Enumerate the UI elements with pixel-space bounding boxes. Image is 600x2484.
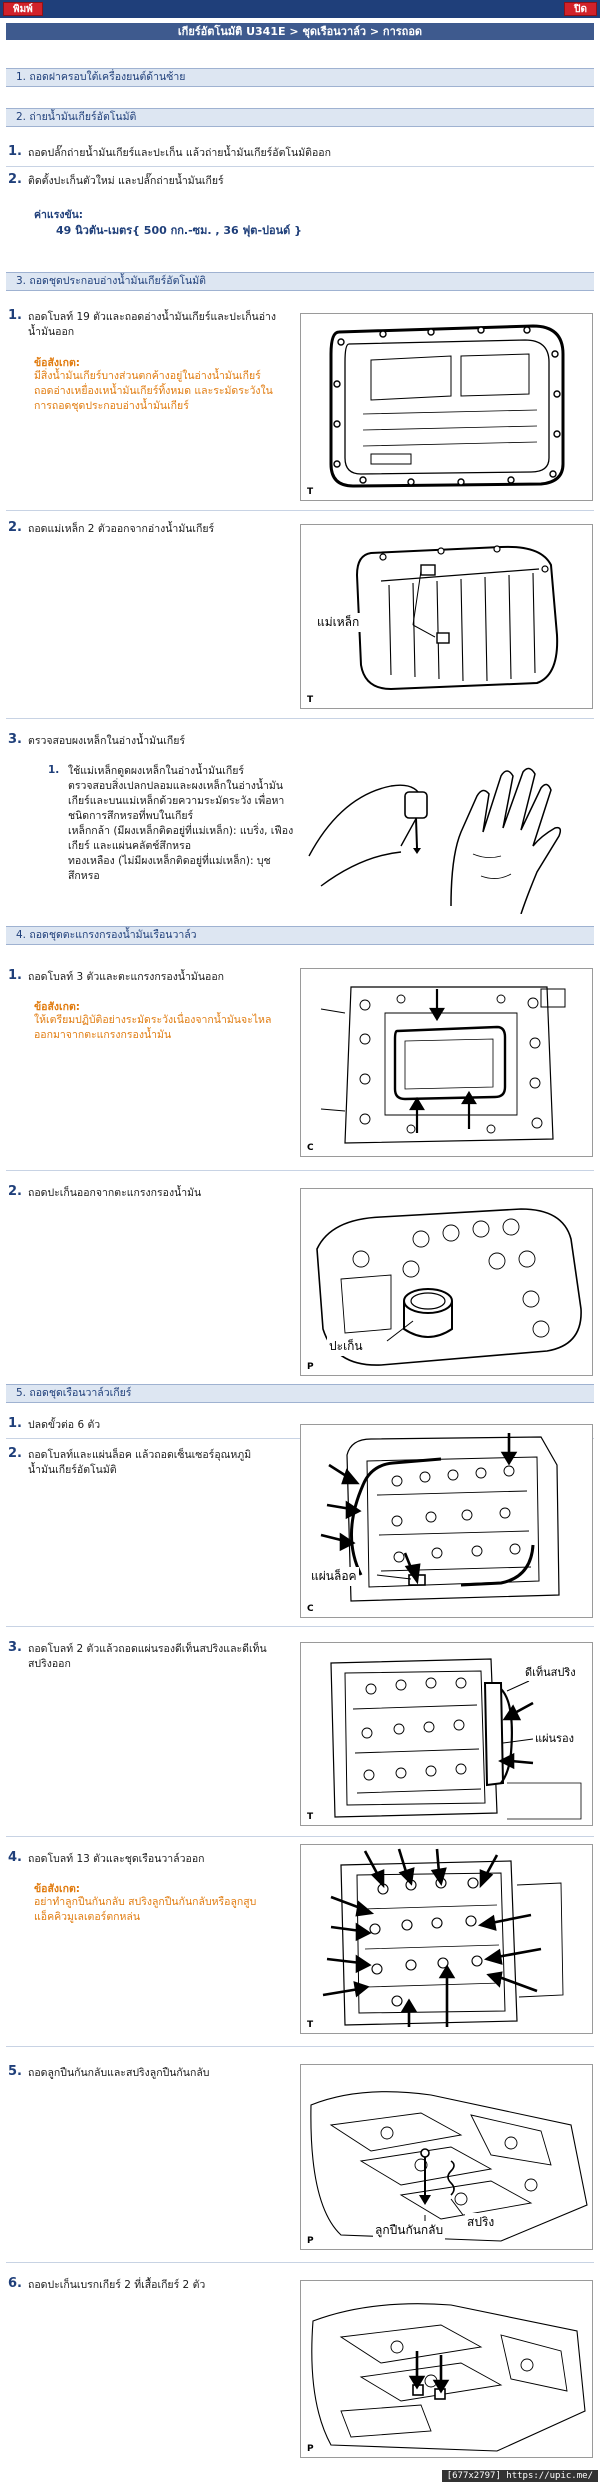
- step-text: ตรวจสอบผงเหล็กในอ่างน้ำมันเกียร์: [28, 735, 186, 747]
- callout-detent-spring: ดีเท็นสปริง: [523, 1663, 578, 1681]
- page-title: เกียร์อัตโนมัติ U341E > ชุดเรือนวาล์ว > การถอด: [6, 23, 594, 40]
- note-line: ถอดอ่างเหยื่องเหน้ำมันเกียร์ทิ้งหมด และระมัดระวังใน: [34, 385, 273, 397]
- sub-step-line: เกียร์และบนแม่เหล็กด้วยความระมัดระวัง เพื่อหา: [68, 795, 285, 807]
- step-number: 1.: [8, 1416, 22, 1431]
- note-line: การถอดชุดประกอบอ่างน้ำมันเกียร์: [34, 400, 189, 412]
- callout-spacer-plate: แผ่นรอง: [533, 1729, 576, 1747]
- divider: [6, 718, 594, 719]
- step-number: 2.: [8, 520, 22, 535]
- callout-lock-plate: แผ่นล็อค: [309, 1567, 359, 1586]
- figure-valve-body-bolts: [300, 1844, 593, 2034]
- step-number: 3.: [8, 732, 22, 747]
- valve-body-bolts-illustration: [301, 1845, 593, 2034]
- step-number: 3.: [8, 1640, 22, 1655]
- step-number: 1.: [8, 308, 22, 323]
- section-header-3: 3. ถอดชุดประกอบอ่างน้ำมันเกียร์อัตโนมัติ: [6, 272, 594, 291]
- divider: [6, 1170, 594, 1171]
- note-line: อย่าทำลูกปืนกันกลับ สปริงลูกปืนกันกลับหรือลูกสูบ: [34, 1896, 257, 1908]
- step-text: ถอดลูกปืนกันกลับและสปริงลูกปืนกันกลับ: [28, 2067, 210, 2079]
- figure-oil-pan-bolts: [300, 313, 593, 501]
- step-text: ถอดปะเก็นออกจากตะแกรงกรองน้ำมัน: [28, 1187, 202, 1199]
- step-text: ปลดขั้วต่อ 6 ตัว: [28, 1419, 101, 1431]
- sub-step-line: ใช้แม่เหล็กดูดผงเหล็กในอ่างน้ำมันเกียร์: [68, 765, 245, 777]
- sub-step-line: เกียร์ และแผ่นคลัตช์สึกหรอ: [68, 840, 192, 852]
- step-number: 2.: [8, 172, 22, 187]
- step-text-line: ถอดโบลท์ 19 ตัวและถอดอ่างน้ำมันเกียร์และปะเก็นอ่าง: [28, 311, 277, 323]
- print-button[interactable]: พิมพ์: [3, 2, 43, 16]
- divider: [6, 1836, 594, 1837]
- step-text: ถอดโบลท์ 13 ตัวและชุดเรือนวาล์วออก: [28, 1853, 205, 1865]
- strainer-illustration: [301, 969, 593, 1157]
- step-text-line: น้ำมันออก: [28, 326, 75, 338]
- sub-step-line: ทองเหลือง (ไม่มีผงเหล็กติดอยู่ที่แม่เหล็ก): บุช: [68, 855, 271, 867]
- valve-body-connectors-illustration: [301, 1425, 593, 1618]
- figure-code: P: [307, 2444, 314, 2454]
- note-label: ข้อสังเกต:: [34, 1883, 80, 1895]
- step-number: 5.: [8, 2064, 22, 2079]
- sub-step-line: สึกหรอ: [68, 870, 100, 882]
- figure-code: T: [307, 2020, 314, 2030]
- figure-code: P: [307, 1362, 314, 1372]
- check-ball-illustration: [301, 2065, 593, 2250]
- note-line: มีสิ่งน้ำมันเกียร์บางส่วนตกค้างอยู่ในอ่างน้ำมันเกียร์: [34, 370, 261, 382]
- brake-gasket-illustration: [301, 2281, 593, 2458]
- step-text-line: สปริงออก: [28, 1658, 71, 1670]
- step-number: 2.: [8, 1446, 22, 1461]
- callout-gasket: ปะเก็น: [327, 1337, 365, 1356]
- figure-code: T: [307, 695, 314, 705]
- note-line: ให้เตรียมปฏิบัติอย่างระมัดระวังเนื่องจากน้ำมันจะไหล: [34, 1014, 272, 1026]
- figure-code: C: [307, 1604, 314, 1614]
- callout-spring: สปริง: [465, 2213, 496, 2232]
- section-header-1: 1. ถอดฝาครอบใต้เครื่องยนต์ด้านซ้าย: [6, 68, 594, 87]
- step-number: 6.: [8, 2276, 22, 2291]
- step-text: ติดตั้งปะเก็นตัวใหม่ และปลั๊กถ่ายน้ำมันเกียร์: [28, 175, 224, 187]
- section-header-4: 4. ถอดชุดตะแกรงกรองน้ำมันเรือนวาล์ว: [6, 926, 594, 945]
- figure-connectors: [300, 1424, 593, 1618]
- figure-magnets: [300, 524, 593, 709]
- callout-magnet: แม่เหล็ก: [315, 613, 361, 632]
- step-number: 2.: [8, 1184, 22, 1199]
- torque-value: 49 นิวตัน-เมตร{ 500 กก.-ซม. , 36 ฟุต-ปอนด์ }: [56, 224, 302, 237]
- step-text-line: ถอดโบลท์และแผ่นล็อค แล้วถอดเซ็นเซอร์อุณหภูมิ: [28, 1449, 252, 1461]
- step-text: ถอดแม่เหล็ก 2 ตัวออกจากอ่างน้ำมันเกียร์: [28, 523, 215, 535]
- figure-code: T: [307, 487, 314, 497]
- divider: [6, 166, 594, 167]
- step-text-line: ถอดโบลท์ 2 ตัวแล้วถอดแผ่นรองดีเท็นสปริงและดีเท็น: [28, 1643, 267, 1655]
- sub-step-number: 1.: [48, 764, 60, 776]
- note-label: ข้อสังเกต:: [34, 1001, 80, 1013]
- step-text: ถอดโบลท์ 3 ตัวและตะแกรงกรองน้ำมันออก: [28, 971, 224, 983]
- note-line: ออกมาจากตะแกรงกรองน้ำมัน: [34, 1029, 172, 1041]
- hand-with-magnet-illustration: [301, 736, 593, 915]
- step-number: 4.: [8, 1850, 22, 1865]
- sub-step-line: เหล็กกล้า (มีผงเหล็กติดอยู่ที่แม่เหล็ก): แบริ่ง, เฟือง: [68, 825, 294, 837]
- divider: [6, 2046, 594, 2047]
- sub-step-line: ชนิดการสึกหรอที่พบในเกียร์: [68, 810, 194, 822]
- step-text: ถอดปลั๊กถ่ายน้ำมันเกียร์และปะเก็น แล้วถ่ายน้ำมันเกียร์อัตโนมัติออก: [28, 147, 331, 159]
- watermark: [677x2797] https://upic.me/: [442, 2470, 598, 2482]
- torque-label: ค่าแรงขัน:: [34, 209, 84, 221]
- note-label: ข้อสังเกต:: [34, 357, 80, 369]
- oil-pan-illustration: [301, 314, 593, 501]
- step-number: 1.: [8, 968, 22, 983]
- figure-code: P: [307, 2236, 314, 2246]
- figure-strainer-gasket: [300, 1188, 593, 1376]
- figure-code: T: [307, 1812, 314, 1822]
- sub-step-line: ตรวจสอบสิ่งเปลกปลอมและผงเหล็กในอ่างน้ำมัน: [68, 780, 284, 792]
- figure-hand-magnet: [300, 735, 593, 915]
- step-text-line: น้ำมันเกียร์อัตโนมัติ: [28, 1464, 117, 1476]
- note-line: แอ็คคิวมูเลเตอร์ตกหล่น: [34, 1911, 141, 1923]
- figure-code: C: [307, 1143, 314, 1153]
- figure-brake-gasket: [300, 2280, 593, 2458]
- step-number: 1.: [8, 144, 22, 159]
- divider: [6, 510, 594, 511]
- figure-check-ball: [300, 2064, 593, 2250]
- divider: [6, 1626, 594, 1627]
- step-text: ถอดปะเก็นเบรกเกียร์ 2 ที่เสื้อเกียร์ 2 ตัว: [28, 2279, 206, 2291]
- section-header-5: 5. ถอดชุดเรือนวาล์วเกียร์: [6, 1384, 594, 1403]
- callout-check-ball: ลูกปืนกันกลับ: [373, 2221, 445, 2240]
- section-header-2: 2. ถ่ายน้ำมันเกียร์อัตโนมัติ: [6, 108, 594, 127]
- top-toolbar: [0, 0, 600, 18]
- close-button[interactable]: ปิด: [564, 2, 597, 16]
- figure-detent-spring: [300, 1642, 593, 1826]
- figure-oil-strainer: [300, 968, 593, 1157]
- divider: [6, 2262, 594, 2263]
